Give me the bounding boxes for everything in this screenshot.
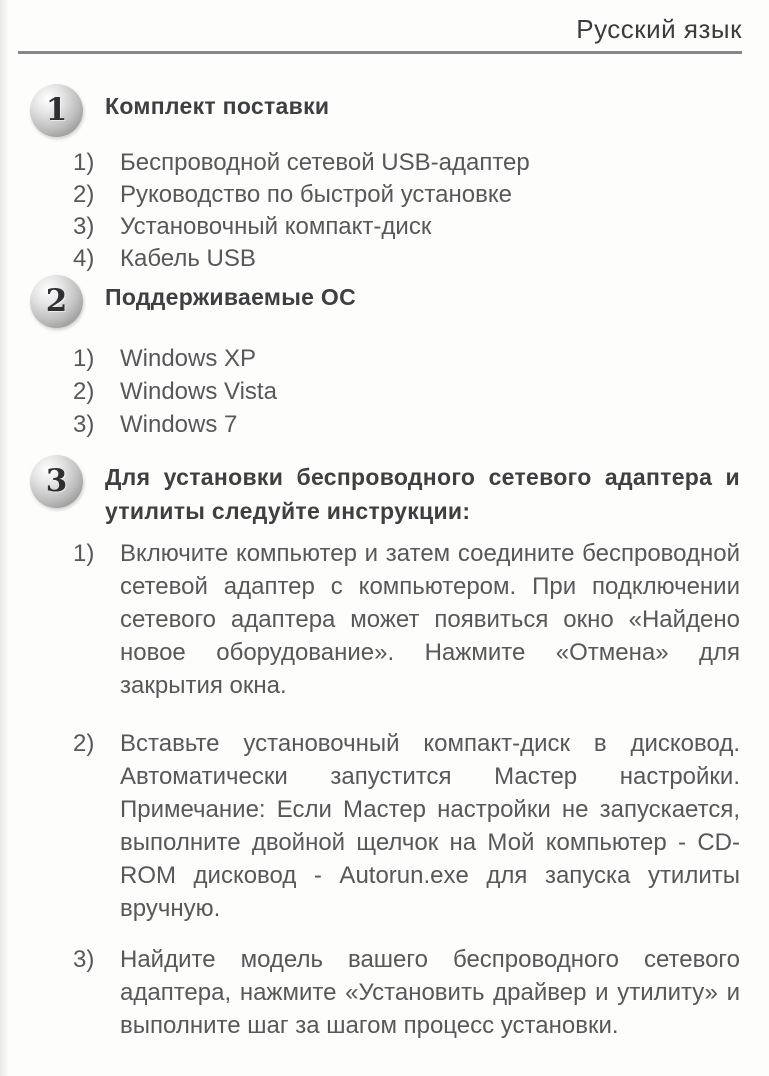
list-item-text: Установочный компакт-диск <box>120 213 432 240</box>
section-2-number: 2 <box>45 282 68 319</box>
step-number: 3) <box>73 946 95 973</box>
section-2-title: Поддерживаемые ОС <box>105 284 357 310</box>
install-step <box>73 537 740 702</box>
install-step <box>73 727 740 925</box>
section-1-header <box>30 84 740 137</box>
list-item-text: Беспроводной сетевой USB-адаптер <box>120 149 530 176</box>
section-1-number: 1 <box>45 91 68 128</box>
install-step <box>73 943 740 1042</box>
list-item-text: Windows Vista <box>120 378 277 405</box>
list-item-number: 2) <box>73 181 95 208</box>
list-item <box>73 342 769 375</box>
step-number: 1) <box>73 540 95 567</box>
list-item-text: Руководство по быстрой установке <box>120 181 512 208</box>
installation-steps <box>73 537 740 1042</box>
list-item <box>73 211 769 243</box>
list-item <box>73 408 769 441</box>
language-label: Русский язык <box>576 14 742 44</box>
list-item-number: 3) <box>73 411 95 438</box>
step-number: 2) <box>73 730 95 757</box>
section-3-number: 3 <box>45 462 68 499</box>
list-item <box>73 243 769 275</box>
section-3-header <box>30 455 740 528</box>
list-item <box>73 179 769 211</box>
list-item-number: 1) <box>73 345 95 372</box>
list-item-text: Windows XP <box>120 345 257 372</box>
list-item-number: 4) <box>73 245 95 272</box>
package-contents-list <box>73 147 769 275</box>
step-text: Включите компьютер и затем соедините беспроводной сетевой адаптер с компьютером. При подключении сетевого адаптера может появиться окно «Найдено новое оборудование». Нажмите «Отмена» для закрытия окна. <box>120 540 740 699</box>
section-3-number-badge <box>30 455 83 508</box>
list-item-text: Кабель USB <box>120 245 256 272</box>
list-item-number: 1) <box>73 149 95 176</box>
supported-os-list <box>73 342 769 441</box>
step-text: Найдите модель вашего беспроводного сетевого адаптера, нажмите «Установить драйвер и утилиту» и выполните шаг за шагом процесс установки. <box>120 946 740 1039</box>
list-item-text: Windows 7 <box>120 411 238 438</box>
list-item-number: 2) <box>73 378 95 405</box>
section-1-number-badge <box>30 84 83 137</box>
list-item <box>73 375 769 408</box>
list-item-number: 3) <box>73 213 95 240</box>
section-2-header <box>30 275 740 328</box>
list-item <box>73 147 769 179</box>
section-2-number-badge <box>30 275 83 328</box>
page-header <box>18 0 742 54</box>
section-3-title: Для установки беспроводного сетевого адаптера и утилиты следуйте инструкции: <box>105 464 740 524</box>
section-1-title: Комплект поставки <box>105 93 330 119</box>
step-text: Вставьте установочный компакт-диск в дисковод. Автоматически запустится Мастер настройки. Примечание: Если Мастер настройки не запускается, выполните двойной щелчок на Мой компьютер - CD-ROM дисковод - Autorun.exe для запуска утилиты вручную. <box>120 730 740 922</box>
